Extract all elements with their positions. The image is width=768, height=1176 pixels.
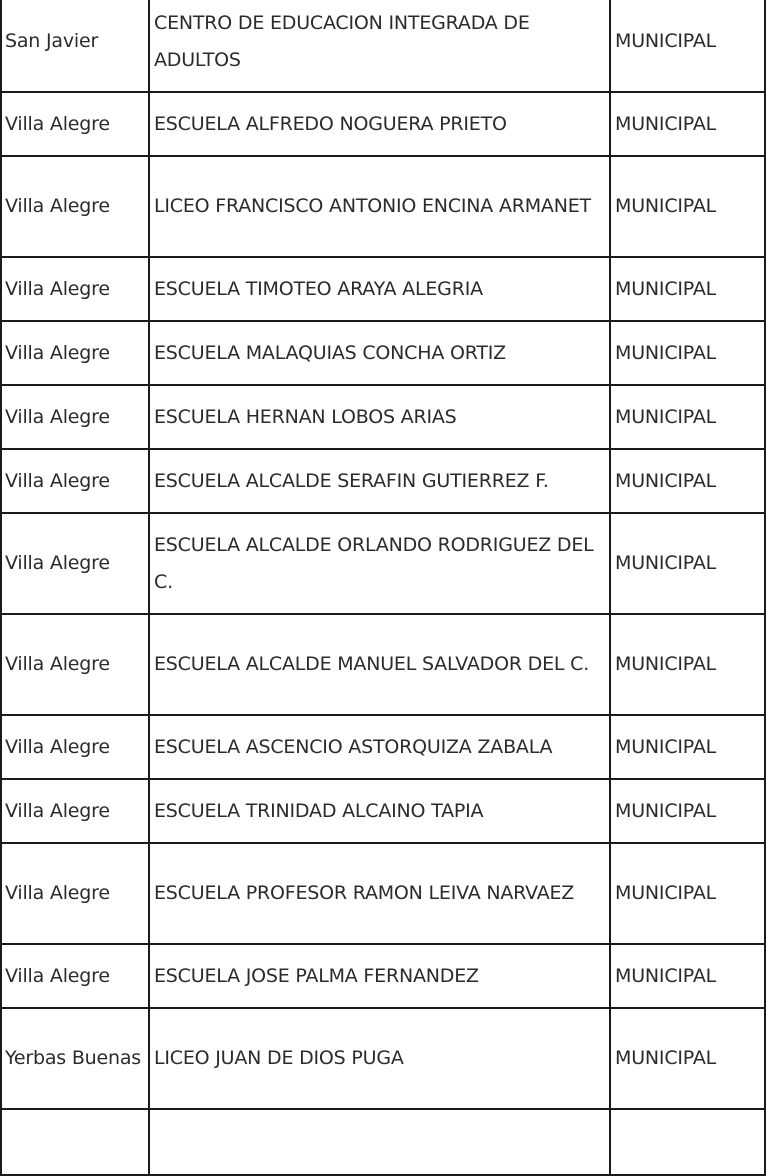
table-row [1,449,765,513]
school-name-cell: ESCUELA ALCALDE ORLANDO RODRIGUEZ DEL C. [149,513,610,614]
school-name-cell: ESCUELA MALAQUIAS CONCHA ORTIZ [149,321,610,385]
table-row [1,614,765,715]
table-row [1,156,765,257]
table-row [1,257,765,321]
table-row [1,321,765,385]
comuna-cell [1,1109,149,1175]
school-name-cell: ESCUELA ALCALDE MANUEL SALVADOR DEL C. [149,614,610,715]
school-name-cell: ESCUELA ALFREDO NOGUERA PRIETO [149,92,610,156]
table-row [1,92,765,156]
table-row [1,843,765,944]
dependency-cell: MUNICIPAL [610,944,765,1008]
comuna-cell: Villa Alegre [1,843,149,944]
school-name-cell: LICEO FRANCISCO ANTONIO ENCINA ARMANET [149,156,610,257]
table-row [1,385,765,449]
comuna-cell: Villa Alegre [1,944,149,1008]
table-row [1,513,765,614]
dependency-cell: MUNICIPAL [610,0,765,92]
comuna-cell: Villa Alegre [1,385,149,449]
dependency-cell: MUNICIPAL [610,779,765,843]
dependency-cell: MUNICIPAL [610,321,765,385]
school-name-cell: LICEO JUAN DE DIOS PUGA [149,1008,610,1109]
comuna-cell: Villa Alegre [1,449,149,513]
dependency-cell: MUNICIPAL [610,257,765,321]
comuna-cell: Villa Alegre [1,715,149,779]
comuna-cell: Villa Alegre [1,513,149,614]
table-row [1,0,765,92]
dependency-cell: MUNICIPAL [610,92,765,156]
comuna-cell: Villa Alegre [1,257,149,321]
school-name-cell: ESCUELA TIMOTEO ARAYA ALEGRIA [149,257,610,321]
comuna-cell: Villa Alegre [1,779,149,843]
dependency-cell: MUNICIPAL [610,385,765,449]
dependency-cell: MUNICIPAL [610,715,765,779]
comuna-cell: San Javier [1,0,149,92]
school-name-cell: ESCUELA TRINIDAD ALCAINO TAPIA [149,779,610,843]
table-row [1,715,765,779]
table-row [1,779,765,843]
school-name-cell: ESCUELA HERNAN LOBOS ARIAS [149,385,610,449]
dependency-cell: MUNICIPAL [610,449,765,513]
dependency-cell: MUNICIPAL [610,614,765,715]
dependency-cell: MUNICIPAL [610,843,765,944]
dependency-cell: MUNICIPAL [610,156,765,257]
school-name-cell: ESCUELA PROFESOR RAMON LEIVA NARVAEZ [149,843,610,944]
school-name-cell [149,1109,610,1175]
school-name-cell: ESCUELA JOSE PALMA FERNANDEZ [149,944,610,1008]
comuna-cell: Yerbas Buenas [1,1008,149,1109]
table-row [1,1109,765,1175]
table-row [1,1008,765,1109]
comuna-cell: Villa Alegre [1,156,149,257]
comuna-cell: Villa Alegre [1,92,149,156]
school-name-cell: CENTRO DE EDUCACION INTEGRADA DE ADULTOS [149,0,610,92]
comuna-cell: Villa Alegre [1,321,149,385]
dependency-cell [610,1109,765,1175]
comuna-cell: Villa Alegre [1,614,149,715]
dependency-cell: MUNICIPAL [610,1008,765,1109]
table-row [1,944,765,1008]
school-name-cell: ESCUELA ALCALDE SERAFIN GUTIERREZ F. [149,449,610,513]
dependency-cell: MUNICIPAL [610,513,765,614]
school-name-cell: ESCUELA ASCENCIO ASTORQUIZA ZABALA [149,715,610,779]
